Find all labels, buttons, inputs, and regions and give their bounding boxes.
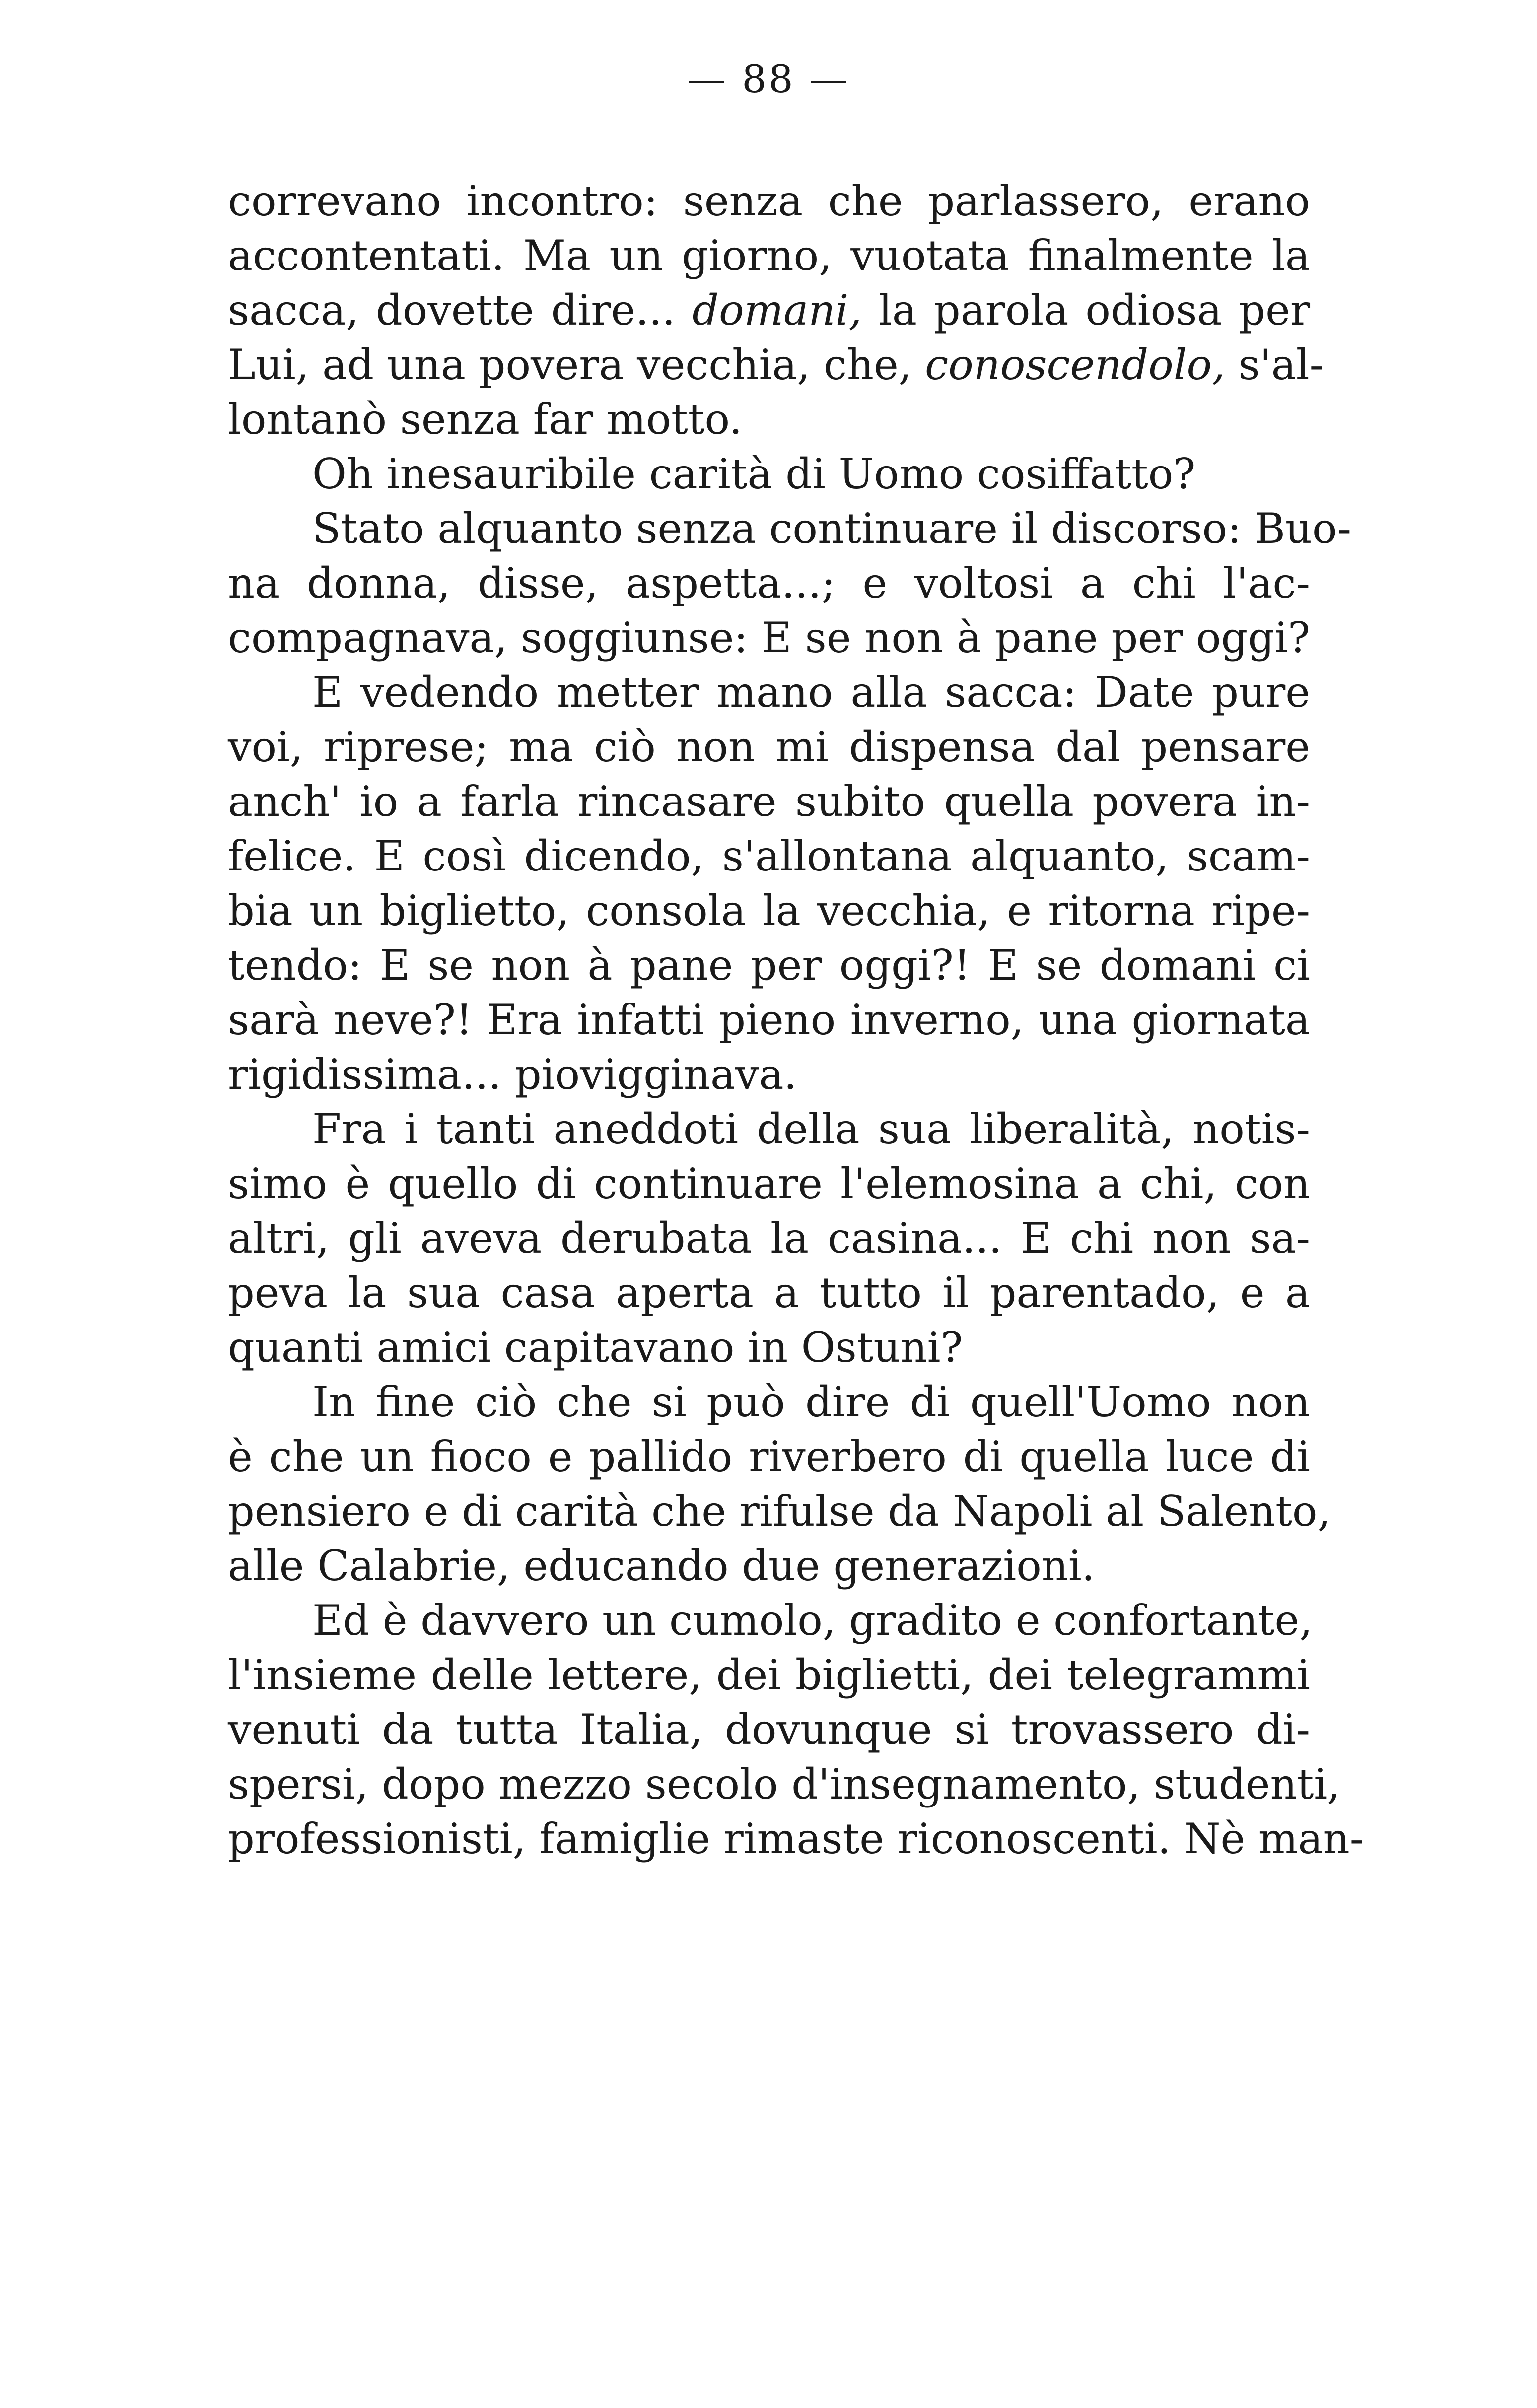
text-segment: s'al- [1225,340,1324,389]
text-line: voi, riprese; ma ciò non mi dispensa dal pensare [228,723,1310,771]
text-line [228,337,1324,392]
body-text [228,174,1364,1866]
text-line: lontanò senza far motto. [228,395,743,444]
text-line: bia un biglietto, consola la vecchia, e ritorna ripe- [228,886,1310,935]
text-line: rigidissima... piovigginava. [228,1050,797,1099]
text-segment: la parola odiosa per [862,286,1310,334]
text-line [228,283,1310,337]
text-line: anch' io a farla rincasare subito quella povera in- [228,777,1310,826]
text-line: In fine ciò che si può dire di quell'Uomo non [312,1378,1310,1426]
text-line: Ed è davvero un cumolo, gradito e confortante, [312,1596,1313,1645]
text-line: Fra i tanti aneddoti della sua liberalità, notis- [312,1105,1310,1153]
text-line: venuti da tutta Italia, dovunque si trovassero di- [228,1705,1310,1754]
text-line: è che un fioco e pallido riverbero di quella luce di [228,1432,1310,1481]
text-line: compagnava, soggiunse: E se non à pane per oggi? [228,613,1310,662]
text-line: professionisti, famiglie rimaste riconoscenti. Nè man- [228,1814,1364,1863]
page-number: — 88 — [687,57,850,102]
text-line: na donna, disse, aspetta...; e voltosi a chi l'ac- [228,559,1310,607]
text-line: felice. E così dicendo, s'allontana alquanto, scam- [228,832,1310,880]
text-line: peva la sua casa aperta a tutto il parentado, e a [228,1269,1310,1317]
italic-word: domani, [692,286,862,334]
text-segment: Lui, ad una povera vecchia, che, [228,340,925,389]
text-segment: sacca, dovette dire... [228,286,693,334]
text-line: spersi, dopo mezzo secolo d'insegnamento, studenti, [228,1760,1340,1808]
text-line: tendo: E se non à pane per oggi?! E se domani ci [228,941,1310,990]
text-line: E vedendo metter mano alla sacca: Date pure [312,668,1310,717]
text-line: Oh inesauribile carità di Uomo cosiffatto? [312,450,1196,498]
text-line: correvano incontro: senza che parlassero, erano [228,177,1310,225]
text-line: sarà neve?! Era infatti pieno inverno, una giornata [228,996,1310,1044]
text-line: simo è quello di continuare l'elemosina a chi, con [228,1159,1310,1208]
text-line: quanti amici capitavano in Ostuni? [228,1323,963,1372]
text-line: Stato alquanto senza continuare il discorso: Buo- [312,504,1351,553]
text-line: l'insieme delle lettere, dei biglietti, dei telegrammi [228,1651,1310,1699]
text-line: pensiero e di carità che rifulse da Napoli al Salento, [228,1487,1331,1536]
text-line: accontentati. Ma un giorno, vuotata finalmente la [228,231,1310,280]
text-line: alle Calabrie, educando due generazioni. [228,1541,1095,1590]
text-line: altri, gli aveva derubata la casina... E chi non sa- [228,1214,1310,1263]
italic-word: conoscendolo, [925,340,1225,389]
